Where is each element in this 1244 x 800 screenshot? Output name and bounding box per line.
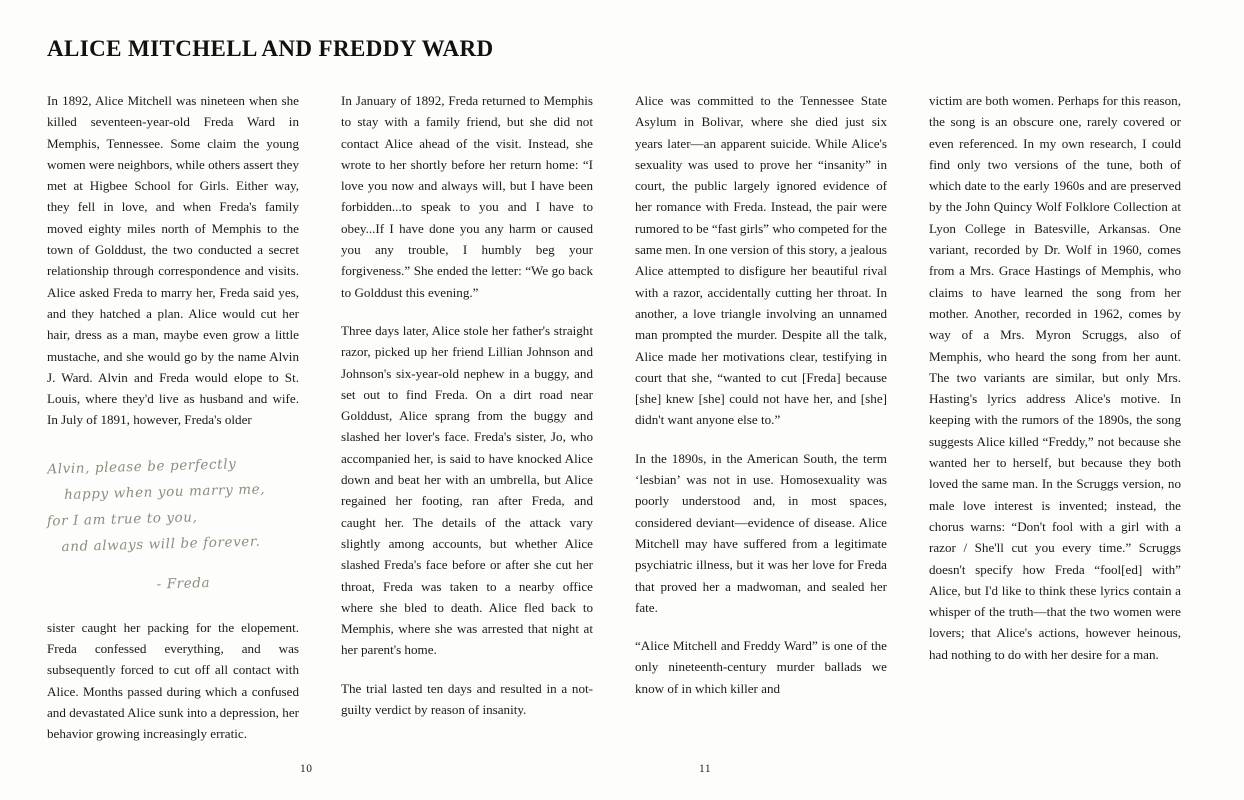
handwritten-line: Alvin, please be perfectly bbox=[47, 455, 237, 478]
handwritten-line: for I am true to you, bbox=[46, 509, 198, 530]
column-1 bbox=[47, 90, 299, 762]
paragraph: In the 1890s, in the American South, the term ‘lesbian’ was not in use. Homosexuality was poorly understood and, in most spaces, considered deviant—evidence of disease. Alice Mitchell may have suffered from a legitimate psychiatric illness, but it was her love for Freda that proved her a madwoman, and sealed her fate. bbox=[635, 450, 887, 615]
handwritten-line: happy when you marry me, bbox=[63, 481, 266, 503]
handwritten-note bbox=[45, 449, 301, 600]
column-4 bbox=[929, 90, 1181, 762]
paragraph: In January of 1892, Freda returned to Memphis to stay with a family friend, but she did not contact Alice ahead of the visit. Instead, she wrote to her shortly before her return home: “I love you now and always will, but I have been forbidden...to speak to you and I have to obey...If I have done you any harm or caused you any trouble, I humbly beg your forgiveness.” She ended the letter: “We go back to Golddust this evening.” bbox=[341, 93, 593, 300]
paragraph: The trial lasted ten days and resulted in a not-guilty verdict by reason of insanity. bbox=[341, 680, 593, 718]
paragraph: In 1892, Alice Mitchell was nineteen when she killed seventeen-year-old Freda Ward in Memphis, Tennessee. Some claim the young women were neighbors, while others assert they met at Higbee School for Girls. Either way, they fell in love, and when Freda's family moved eighty miles north of Memphis to the town of Golddust, the two conducted a secret relationship through correspondence and visits. Alice asked Freda to marry her, Freda said yes, and they hatched a plan. Alice would cut her hair, dress as a man, maybe even grow a little mustache, and she would go by the name Alvin J. Ward. Alvin and Freda would elope to St. Louis, where they'd live as husband and wife. In July of 1891, however, Freda's older bbox=[47, 93, 299, 428]
page-number-right: 11 bbox=[699, 763, 712, 775]
handwritten-signature: - Freda bbox=[156, 574, 211, 593]
paragraph: “Alice Mitchell and Freddy Ward” is one of the only nineteenth-century murder ballads we know of in which killer and bbox=[635, 638, 887, 696]
column-3 bbox=[635, 90, 887, 762]
text-columns bbox=[47, 90, 1197, 762]
paragraph: victim are both women. Perhaps for this reason, the song is an obscure one, rarely covered or even referenced. In my own research, I could find only two versions of the tune, both of which date to the early 1960s and are preserved by the John Quincy Wolf Folklore Collection at Lyon College in Batesville, Arkansas. One variant, recorded by Dr. Wolf in 1960, comes from a Mrs. Grace Hastings of Memphis, who claims to have learned the song from her mother. Another, recorded in 1962, comes by way of a Mrs. Myron Scruggs, also of Memphis, who heard the song from her aunt. The two variants are similar, but only Mrs. Hasting's lyrics address Alice's motive. In keeping with the rumors of the 1890s, the song suggests Alice killed “Freddy,” not because she wanted her to herself, but because they both loved the same man. In the Scruggs version, no male love interest is invented; instead, the chorus warns: “Don't fool with a girl with a razor / She'll cut you every time.” Scruggs doesn't specify how Freda “fool[ed] with” Alice, but I'd like to think these lyrics contain a whisper of the truth—that the two women were lovers; that Alice's actions, however heinous, had nothing to do with her desire for a man. bbox=[929, 93, 1181, 662]
page-number-left: 10 bbox=[300, 763, 313, 775]
paragraph: Three days later, Alice stole her father's straight razor, picked up her friend Lillian Johnson and Johnson's six-year-old nephew in a buggy, and set out to find Freda. On a dirt road near Golddust, Alice sprang from the buggy and slashed her lover's face. Freda's sister, Jo, who accompanied her, is said to have knocked Alice down and beat her with an umbrella, but Alice regained her footing, ran after Freda, and caught her. The details of the attack vary slightly among accounts, but whether Alice slashed Freda's face before or after she cut her throat, Freda was taken to a nearby office where she bled to death. Alice fled back to Memphis, where she was arrested that night at her parent's home. bbox=[341, 322, 593, 658]
column-2 bbox=[341, 90, 593, 762]
paragraph: sister caught her packing for the elopement. Freda confessed everything, and was subsequently forced to cut off all contact with Alice. Months passed during which a confused and devastated Alice sunk into a depression, her behavior growing increasingly erratic. bbox=[47, 619, 299, 742]
page-title: ALICE MITCHELL AND FREDDY WARD bbox=[47, 36, 494, 61]
paragraph: Alice was committed to the Tennessee State Asylum in Bolivar, where she died just six years later—an apparent suicide. While Alice's sexuality was used to prove her “insanity” in court, the public largely ignored evidence of her romance with Freda. Instead, the pair were rumored to be “fast girls” who competed for the same men. In one version of this story, a jealous Alice attempted to disfigure her beautiful rival with a razor, accidentally cutting her throat. In another, a love triangle involving an unnamed man prompted the murder. Despite all the talk, Alice made her motivations clear, testifying in court that she, “wanted to cut [Freda] because [she] knew [she] could not have her, and [she] didn't want anyone else to.” bbox=[635, 93, 887, 428]
handwritten-line: and always will be forever. bbox=[61, 533, 261, 555]
